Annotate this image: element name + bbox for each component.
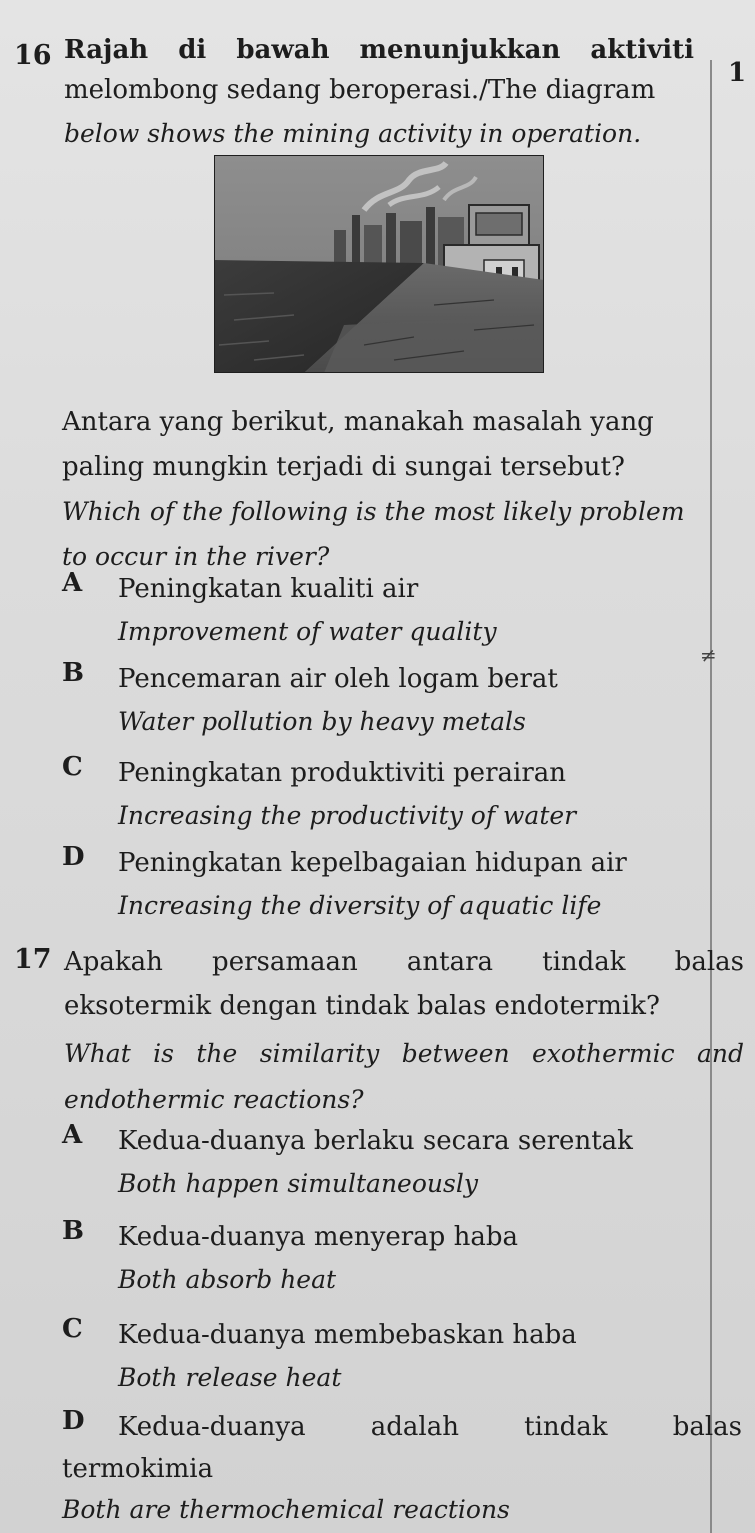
option-17-b[interactable] (62, 1216, 722, 1302)
mining-illustration (214, 155, 544, 373)
option-letter: C (62, 1314, 83, 1344)
option-text-en: Both absorb heat (118, 1265, 337, 1294)
question-stem-line-en: below shows the mining activity in operation. (64, 119, 642, 148)
option-text-en: Both are thermochemical reactions (62, 1495, 510, 1524)
option-text-ms: Peningkatan produktiviti perairan (118, 758, 566, 788)
option-text-ms: Pencemaran air oleh logam berat (118, 664, 558, 694)
option-text-ms: termokimia (62, 1454, 214, 1484)
option-17-a[interactable] (62, 1120, 722, 1206)
question-stem-line: melombong sedang beroperasi./The diagram (64, 75, 656, 105)
question-17 (14, 940, 744, 1122)
option-16-b[interactable] (62, 658, 722, 744)
option-text-en: Improvement of water quality (118, 617, 497, 646)
option-letter: A (62, 568, 83, 598)
option-17-c[interactable] (62, 1314, 722, 1400)
option-text-ms: Kedua-duanya adalah tindak balas (118, 1412, 742, 1442)
option-16-a[interactable] (62, 568, 722, 654)
ask-line-en: Which of the following is the most likely problem (62, 497, 685, 526)
question-number: 17 (14, 944, 52, 975)
question-stem-line-en: What is the similarity between exothermic and (64, 1039, 744, 1068)
option-text-en: Both happen simultaneously (118, 1169, 478, 1198)
ask-line-ms: paling mungkin terjadi di sungai tersebut? (62, 452, 625, 482)
margin-page-number: 1 (728, 58, 747, 88)
question-16-ask (62, 400, 702, 579)
question-16 (14, 28, 724, 156)
mining-diagram (214, 155, 544, 373)
question-stem-line-en: endothermic reactions? (64, 1085, 364, 1114)
option-letter: C (62, 752, 83, 782)
option-text-ms: Kedua-duanya menyerap haba (118, 1222, 518, 1252)
option-letter: A (62, 1120, 83, 1150)
option-text-ms: Kedua-duanya membebaskan haba (118, 1320, 577, 1350)
option-text-en: Increasing the diversity of aquatic life (118, 891, 602, 920)
question-stem-line: eksotermik dengan tindak balas endotermik? (64, 991, 660, 1021)
option-letter: B (62, 1216, 84, 1246)
question-stem-line: Rajah di bawah menunjukkan aktiviti (64, 35, 694, 65)
pencil-mark: ≠ (700, 643, 717, 667)
option-text-ms: Kedua-duanya berlaku secara serentak (118, 1126, 633, 1156)
option-text-ms: Peningkatan kepelbagaian hidupan air (118, 848, 627, 878)
option-text-en: Both release heat (118, 1363, 342, 1392)
ask-line-ms: Antara yang berikut, manakah masalah yang (62, 407, 654, 437)
question-stem-line: Apakah persamaan antara tindak balas (64, 947, 744, 977)
option-text-en: Water pollution by heavy metals (118, 707, 526, 736)
option-17-d[interactable] (62, 1406, 742, 1530)
ask-line-en: to occur in the river? (62, 542, 330, 571)
option-16-d[interactable] (62, 842, 722, 928)
option-letter: D (62, 1406, 85, 1436)
option-letter: B (62, 658, 84, 688)
question-number: 16 (14, 40, 52, 71)
option-text-ms: Peningkatan kualiti air (118, 574, 419, 604)
option-16-c[interactable] (62, 752, 722, 838)
option-text-en: Increasing the productivity of water (118, 801, 577, 830)
option-letter: D (62, 842, 85, 872)
